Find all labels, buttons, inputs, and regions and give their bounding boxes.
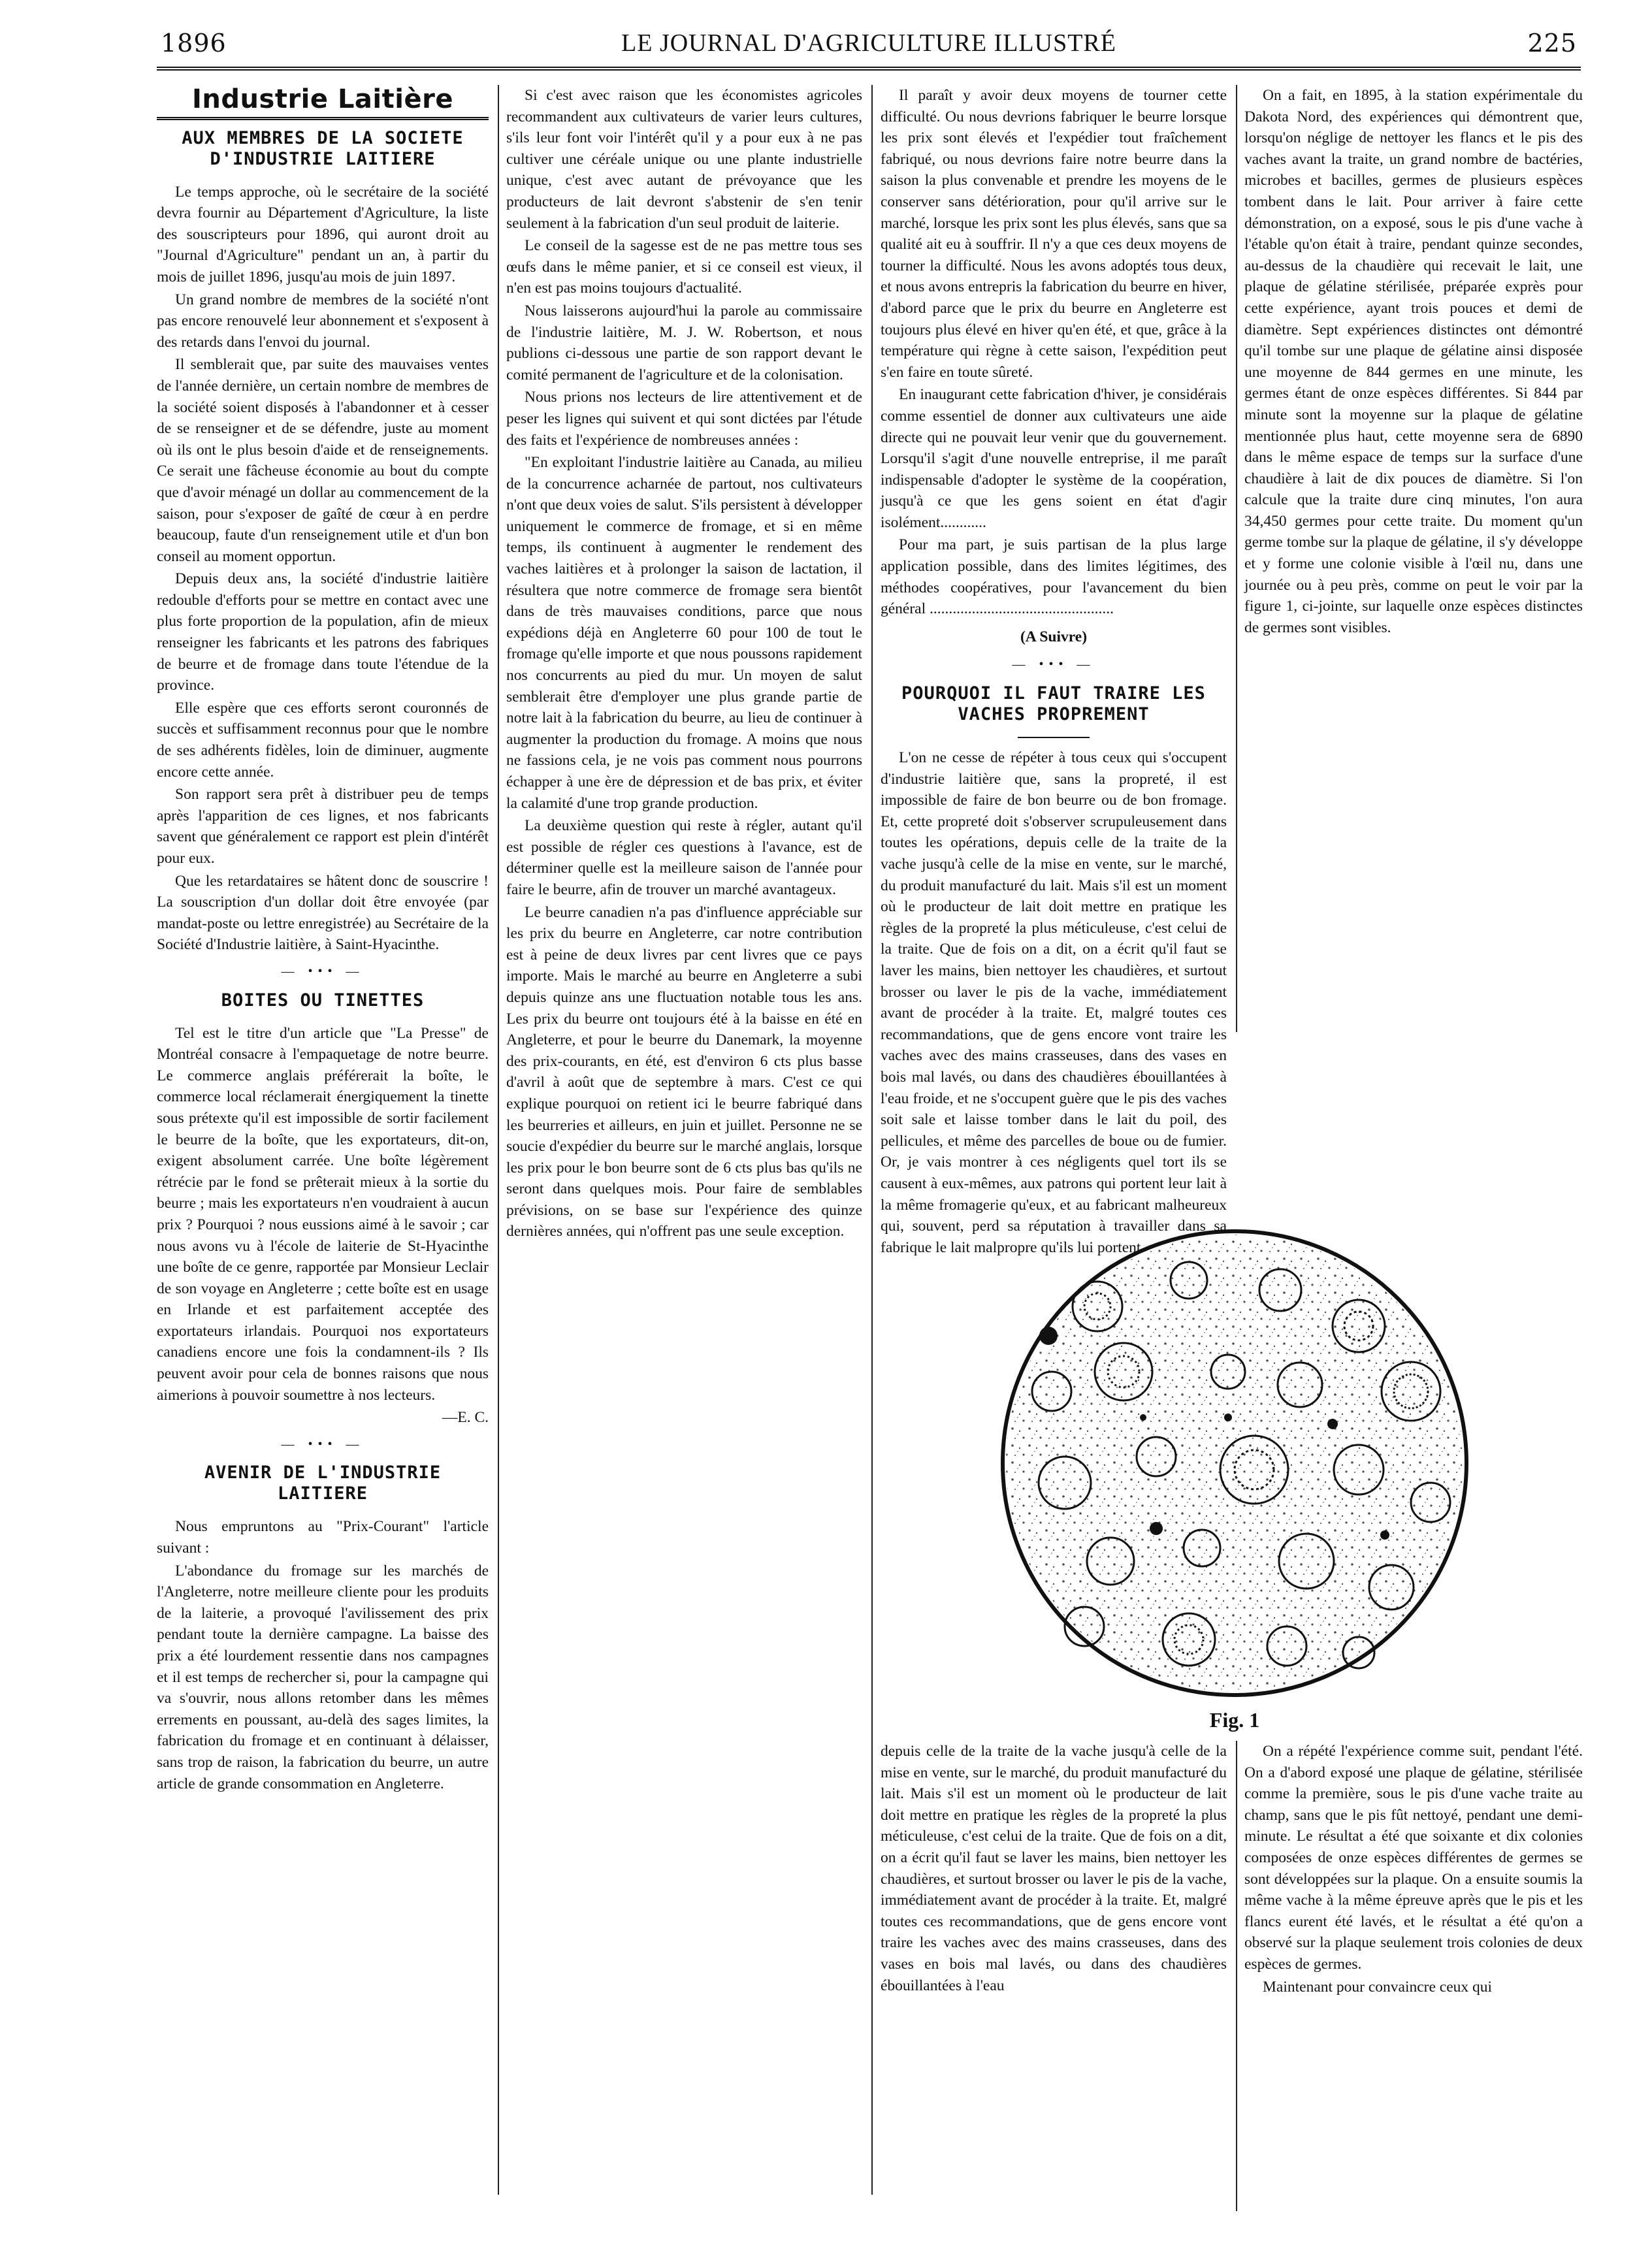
header-year: 1896 xyxy=(161,29,227,57)
paragraph: "En exploitant l'industrie laitière au Canada, au milieu de la concurrence acharnée de partout, nos cultivateurs n'ont que deux voies de salut. S'ils persistent à développer uniquement le commerce de fromage, et si en même temps, ils continuent à augmenter le rendement des vaches laitières et à prolonger la saison de lactation, il résultera que notre commerce de fromage sera bientôt dans de très mauvaises conditions, parce que nous expédions déjà en Angleterre 60 pour 100 de tout le fromage qu'elle importe et que nous poussons rapidement nos concurrents au pied du mur. Un moyen de salut semblerait être d'employer une plus grande partie de notre lait à la fabrication du beurre, au lieu de continuer à augmenter la production du fromage. A moins que nous ne fassions cela, je ne vois pas comment nous pourrons échapper à une ère de dépression et de bas prix, et éviter la calamité d'une trop grande production. xyxy=(506,454,862,812)
paragraph: La deuxième question qui reste à régler, autant qu'il est possible de régler ces questions à l'avance, est de déterminer quelle est la meilleure saison de l'année pour faire le beurre, afin de trouver un marché avantageux. xyxy=(506,817,862,898)
divider xyxy=(157,117,489,120)
continued-note: (A Suivre) xyxy=(1020,628,1088,645)
paragraph: On a fait, en 1895, à la station expérimentale du Dakota Nord, des expériences qui démontrent que, lorsqu'on néglige de nettoyer les flancs et le pis des vaches avant la traite, un grand nombre de bactéries, microbes et bacilles, germes de plusieurs espèces tombent dans le lait. Pour arriver à faire cette démonstration, on a exposé, sous le pis d'une vache à l'étable qu'on était à traire, pendant quinze secondes, au-dessus de la chaudière qui recevait le lait, une plaque de gélatine stérilisée, préparée exprès pour cette expérience, ayant trois pouces et demi de diamètre. Sept expériences distinctes ont démontré qu'il tombe sur une plaque de gélatine ainsi disposée une moyenne de 844 germes en une minute, les germes étant de onze espèces différentes. Si 844 par minute sont la moyenne sur la plaque de gélatine mentionnée plus haut, cette moyenne sera de 6890 dans le même espace de temps sur la surface d'une chaudière à lait de dix pouces de diamètre. Si l'on calcule que la traite dure cinq minutes, l'on aura 34,450 germes pour cette traite. Du moment qu'un germe tombe sur la plaque de gélatine, il s'y développe et y forme une colonie visible à l'œil nu, dans une journée ou à peu près, comme on peut le voir par la figure 1, ci-jointe, sur laquelle onze espèces distinctes de germes sont visibles. xyxy=(1244,87,1583,636)
section-title: Industrie Laitière xyxy=(192,84,453,114)
paragraph: Tel est le titre d'un article que "La Presse" de Montréal consacre à l'empaquetage de notre beurre. Le commerce anglais préférerait la boîte, le commerce local réclamerait énergiquement la tinette sous prétexte qu'il est impossible de sortir facilement le beurre de la boîte, que les exportateurs, dit-on, exigent absolument carrée. Une boîte légèrement rétrécie par le fond se prêterait mieux à la sortie du beurre ; mais les exportateurs n'en voudraient à aucun prix ? Pourquoi ? nous eussions aimé à le savoir ; car nous avons vu à l'école de laiterie de St-Hyacinthe une boîte de ce genre, rapportée par Monsieur Leclair de son voyage en Angleterre ; cette boîte est en usage en Irlande et est parfaitement acceptée des exportateurs irlandais. Pourquoi nos exportateurs canadiens encore une fois la condamnent-ils ? Ils peuvent avoir pour cela de bonnes raisons que nous aimerions à pouvoir soumettre à nos lecteurs. xyxy=(157,1024,489,1404)
column-rule xyxy=(1236,85,1237,1032)
column-3-continued xyxy=(881,1741,1227,2211)
header-title: LE JOURNAL D'AGRICULTURE ILLUSTRÉ xyxy=(621,29,1116,57)
article-headline: POURQUOI IL FAUT TRAIRE LES VACHES PROPREMENT xyxy=(901,683,1206,725)
paragraph: Que les retardataires se hâtent donc de souscrire ! La souscription d'un dollar doit être envoyée (par mandat-poste ou lettre enregistrée) au Secrétaire de la Société d'Industrie laitière, à Saint-Hyacinthe. xyxy=(157,872,489,954)
ornament-separator: — ••• — xyxy=(281,1436,364,1451)
gelatin-plate-illustration xyxy=(993,1221,1476,1705)
paragraph: Le beurre canadien n'a pas d'influence appréciable sur les prix du beurre en Angleterre, car notre contribution est à peine de deux livres par cent livres que ce pays importe. Mais le marché au beurre en Angleterre a subi depuis quinze ans une fluctuation notable tous les ans. Les prix du beurre ont toujours été à la baisse en été en Angleterre, et pour le beurre du Danemark, la moyenne des prix-courants, en été, est d'environ 6 cts plus basse d'avril à août que de septembre à mars. C'est ce qui explique pourquoi on retient ici le beurre fabriqué dans les beurreries et ailleurs, en juin et juillet. Personne ne se soucie d'expédier du beurre sur le marché anglais, lorsque les prix pour le bon beurre sont de 6 cts plus bas qu'ils ne seront dans quelques mois. Pour faire de semblables prévisions, on se base sur l'expérience des quinze dernières années, qui n'offrent pas une seule exception. xyxy=(506,903,862,1240)
article-headline: AUX MEMBRES DE LA SOCIETE D'INDUSTRIE LAITIERE xyxy=(182,127,464,169)
ornament-separator: — ••• — xyxy=(1012,657,1095,672)
column-4 xyxy=(1244,85,1583,1032)
paragraph: depuis celle de la traite de la vache jusqu'à celle de la mise en vente, sur le marché, du produit manufacturé du lait. Mais s'il est un moment où le producteur de lait doit mettre en pratique les règles de la propreté la plus méticuleuse, c'est celui de la traite. Que de fois on a dit, on a écrit qu'il faut se laver les mains, bien nettoyer les chaudières, et surtout brosser ou laver le pis de la vache, immédiatement avant de procéder à la traite. Et, malgré toutes ces recommandations, que de gens encore vont traire les vaches avec des mains crasseuses, dans des vases en bois mal lavés, ou dans des chaudières ébouillantées à l'eau xyxy=(881,1743,1227,1994)
divider xyxy=(1018,737,1090,738)
paragraph: Nous prions nos lecteurs de lire attentivement et de peser les lignes qui suivent et qui sont dictées par l'étude des faits et l'expérience de nombreuses années : xyxy=(506,389,862,449)
column-rule xyxy=(498,85,499,2195)
column-rule xyxy=(871,85,873,2195)
article-headline: AVENIR DE L'INDUSTRIE LAITIERE xyxy=(204,1463,442,1504)
paragraph: Un grand nombre de membres de la société n'ont pas encore renouvelé leur abonnement et s'exposent à des retards dans l'envoi du journal. xyxy=(157,291,489,351)
column-1 xyxy=(157,85,489,2195)
ornament-separator: — ••• — xyxy=(281,963,364,978)
paragraph: Il semblerait que, par suite des mauvaises ventes de l'année dernière, un certain nombre de membres de la société soient disposés à l'abandonner et à cesser de se renseigner et de se défendre, juste au moment où ils ont le plus besoin d'aide et de renseignements. Ce serait une fâcheuse économie au bout du compte que d'avoir ménagé un dollar au commencement de la saison, pour s'exposer de gaîté de cœur à en perdre beaucoup, faute d'un renseignement utile et d'un bon conseil au moment opportun. xyxy=(157,356,489,565)
figure-gelatin-plate xyxy=(993,1221,1476,1705)
paragraph: L'abondance du fromage sur les marchés de l'Angleterre, notre meilleure cliente pour les produits de la laiterie, a provoqué l'avilissement des prix pendant toute la dernière campagne. La baisse des prix a été lourdement ressentie dans nos campagnes et il est temps de rechercher si, pour la campagne qui va s'ouvrir, nous allons retomber dans les mêmes errements en poussant, au-delà des sages limites, la fabrication du fromage et en continuant à délaisser, sans trop de raison, la fabrication du beurre, un autre article de grande consommation en Angleterre. xyxy=(157,1562,489,1792)
paragraph: Le conseil de la sagesse est de ne pas mettre tous ses œufs dans le même panier, et si ce conseil est vieux, il n'en est pas moins toujours d'actualité. xyxy=(506,237,862,297)
article-headline: BOITES OU TINETTES xyxy=(221,990,425,1010)
paragraph: Son rapport sera prêt à distribuer peu de temps après l'apparition de ces lignes, et nos fabricants savent que généralement ce rapport est plein d'intérêt pour eux. xyxy=(157,786,489,867)
figure-caption: Fig. 1 xyxy=(1209,1708,1260,1732)
running-head xyxy=(157,26,1581,71)
paragraph: On a répété l'expérience comme suit, pendant l'été. On a d'abord exposé une plaque de gélatine, stérilisée comme la première, sous le pis d'une vache traite au champ, sans que le pis fût nettoyé, pendant une demi-minute. Le résultat a été que soixante et dix colonies composées de onze espèces différentes de germes se sont développées sur la plaque. On a ensuite soumis la même vache à la même épreuve après que le pis et les flancs eurent été lavés, et le résultat a été qu'on a observé sur la plaque seulement trois colonies de deux espèces de germes. xyxy=(1244,1743,1583,1973)
paragraph: Depuis deux ans, la société d'industrie laitière redouble d'efforts pour se mettre en contact avec une plus forte proportion de la population, afin de mieux renseigner les fabricants et les patrons des fabriques de beurre et de fromage dans toute l'étendue de la province. xyxy=(157,570,489,694)
paragraph: Nous laisserons aujourd'hui la parole au commissaire de l'industrie laitière, M. J. W. Robertson, et nous publions ci-dessous une partie de son rapport devant le comité permanent de l'agriculture et de la colonisation. xyxy=(506,302,862,383)
column-rule xyxy=(1236,1741,1237,2211)
column-4-continued xyxy=(1244,1741,1583,2211)
column-2 xyxy=(506,85,862,2195)
paragraph: Maintenant pour convaincre ceux qui xyxy=(1263,1978,1493,1996)
paragraph: Si c'est avec raison que les économistes agricoles recommandent aux cultivateurs de varier leurs cultures, s'ils leur font voir l'intérêt qu'il y a pour eux à ne pas cultiver une céréale unique ou une plante industrielle unique, c'est avec autant de prévoyance que les producteurs de lait devront s'abstenir de s'en tenir seulement à la fabrication d'un seul produit de laiterie. xyxy=(506,87,862,232)
paragraph: Pour ma part, je suis partisan de la plus large application possible, dans des limites légitimes, des méthodes coopératives, pour l'avancement du bien général ................................................ xyxy=(881,536,1227,618)
header-page-number: 225 xyxy=(1527,29,1577,57)
paragraph: Le temps approche, où le secrétaire de la société devra fournir au Département d'Agriculture, la liste des souscripteurs pour 1896, qui auront droit au "Journal d'Agriculture" pendant un an, à partir du mois de juillet 1896, jusqu'au mois de juin 1897. xyxy=(157,183,489,285)
signature: —E. C. xyxy=(442,1409,489,1427)
paragraph: Il paraît y avoir deux moyens de tourner cette difficulté. Ou nous devrions fabriquer le beurre lorsque les prix sont élevés et l'expédier tout fraîchement fabriqué, ou nous devrions faire notre beurre dans la saison la plus convenable et prendre les moyens de le conserver sans détérioration, pour qu'il arrive sur le marché, lorsque les prix sont les plus élevés, sans que sa qualité ait eu à souffrir. Il n'y a que ces deux moyens de tourner la difficulté. Nous les avons adoptés tous deux, et nous avons entrepris la fabrication du beurre en hiver, d'abord parce que le prix du beurre en Angleterre est toujours plus élevé en hiver qu'en été, et que, grâce à la température qui règne à cette saison, l'expédition peut s'en faire en toute sûreté. xyxy=(881,87,1227,381)
column-3 xyxy=(881,85,1227,1256)
paragraph: Nous empruntons au "Prix-Courant" l'article suivant : xyxy=(157,1518,489,1557)
paragraph: L'on ne cesse de répéter à tous ceux qui s'occupent d'industrie laitière que, sans la propreté, il est impossible de faire de bon beurre ou de bon fromage. Et, cette propreté doit s'observer scrupuleusement dans toutes les opérations, depuis celle de la traite de la vache jusqu'à celle de la mise en vente, sur le marché, du produit manufacturé du lait. Mais s'il est un moment où le producteur de lait doit mettre en pratique les règles de la propreté la plus méticuleuse, c'est celui de la traite. Que de fois on a dit, on a écrit qu'il faut se laver les mains, bien nettoyer les chaudières, et surtout brosser ou laver le pis de la vache, immédiatement avant de procéder à la traite. Et, malgré toutes ces recommandations, que de gens encore vont traire les vaches avec des mains crasseuses, dans des vases en bois mal lavés, ou dans des chaudières ébouillantées à l'eau froide, et ne s'occupent guère que le pis des vaches soit sale et laisse tomber dans le lait du poil, des pellicules, et même des parcelles de boue ou de fumier. Or, je vais montrer à ces négligents quel tort ils se causent à eux-mêmes, aux patrons qui portent leur lait à la même fromagerie qu'eux, et au fabricant malheureux qui, souvent, perd sa réputation à travailler dans sa fabrique le lait malpropre qu'ils lui portent. xyxy=(881,749,1227,1256)
paragraph: Elle espère que ces efforts seront couronnés de succès et suffisamment reconnus pour que le nombre de ses adhérents fidèles, loin de diminuer, augmente encore cette année. xyxy=(157,699,489,781)
paragraph: En inaugurant cette fabrication d'hiver, je considérais comme essentiel de donner aux cultivateurs une aide directe qui ne pouvait leur venir que du gouvernement. Lorsqu'il s'agit d'une nouvelle entreprise, il me paraît indispensable d'adopter le système de la coopération, jusqu'à ce que les gens soient en état d'agir isolément............ xyxy=(881,386,1227,531)
